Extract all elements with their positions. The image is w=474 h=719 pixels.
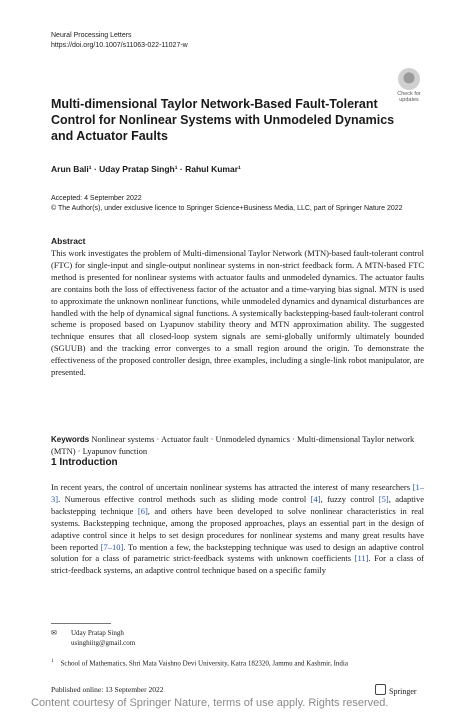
accepted-date: Accepted: 4 September 2022: [51, 195, 142, 202]
citation-link[interactable]: [4]: [310, 493, 321, 504]
check-for-updates-button[interactable]: [392, 68, 426, 103]
keywords: [51, 434, 424, 458]
doi-link[interactable]: https://doi.org/10.1007/s11063-022-11027-w: [51, 42, 188, 49]
citation-link[interactable]: [1–3]: [51, 482, 424, 504]
intro-text-5: , and others have been developed to solve nonlinear characteristics in real systems. Backstepping technique, among the proposed approaches, plays an essential part in the design of adaptive control since it helps to set design procedures for nonlinear systems and many great results have been reported: [51, 505, 424, 552]
affiliation-text: School of Mathematics, Shri Mata Vaishno Devi University, Katra 182320, Jammu and Kashmir, India: [60, 659, 348, 668]
envelope-icon: ✉: [51, 629, 57, 637]
intro-text-3: , fuzzy control: [320, 493, 379, 504]
corresponding-name: Uday Pratap Singh: [71, 629, 124, 637]
courtesy-watermark: Content courtesy of Springer Nature, terms of use apply. Rights reserved.: [31, 697, 389, 709]
springer-horse-icon: [375, 684, 386, 695]
intro-text-4: , adaptive backstepping technique: [51, 493, 424, 516]
intro-text-6: . To mention a few, the backstepping technique was used to design an adaptive control solution for a class of parametric strict-feedback systems with unknown coefficients: [51, 541, 424, 564]
corresponding-email[interactable]: usinghiitg@gmail.com: [71, 639, 136, 647]
keywords-label: Keywords: [51, 435, 90, 444]
check-updates-icon: [398, 68, 420, 90]
abstract-heading: Abstract: [51, 236, 86, 246]
dates-block: [51, 194, 431, 214]
citation-link[interactable]: [6]: [137, 505, 148, 516]
publisher-name: Springer: [389, 687, 417, 696]
author-list: Arun Bali¹ · Uday Pratap Singh¹ · Rahul Kumar¹: [51, 164, 241, 174]
corresponding-author: [51, 628, 135, 648]
citation-link[interactable]: [11]: [354, 553, 369, 564]
introduction-paragraph: [51, 482, 424, 577]
intro-text-2: . Numerous effective control methods such as sliding mode control: [58, 493, 311, 504]
intro-text-1: In recent years, the control of uncertain nonlinear systems has attracted the interest of many researchers: [51, 482, 413, 492]
journal-name: Neural Processing Letters: [51, 32, 132, 39]
intro-text-7: . For a class of strict-feedback systems, an adaptive control technique based on a specific family: [51, 553, 424, 576]
keywords-text: Nonlinear systems · Actuator fault · Unmodeled dynamics · Multi-dimensional Taylor network (MTN) · Lyapunov function: [51, 434, 415, 456]
publisher-logo: [375, 684, 417, 696]
affiliation-footnote: [51, 657, 348, 668]
copyright-line: © The Author(s), under exclusive licence to Springer Science+Business Media, LLC, part of Springer Nature 2022: [51, 205, 403, 212]
check-updates-label: Check for updates: [397, 91, 421, 103]
affiliation-number: 1: [51, 659, 54, 664]
published-date: Published online: 13 September 2022: [51, 685, 164, 694]
abstract-text: This work investigates the problem of Multi-dimensional Taylor Network (MTN)-based fault-tolerant control (FTC) for single-input and single-output nonlinear systems in non-strict feedback form. A MTN-based FTC method is presented for nonlinear systems with actuator faults and unmodeled dynamics. The actuator faults are contains both the loss of effectiveness factor of the actuator and a time-varying bias signal. MTN is used to approximate the unknown nonlinear functions, while unmodeled dynamics and dynamical disturbances are handled with the help of dynamical signal functions. A systemically backstepping-based fault-tolerant control scheme is proposed based on Lyapunov stability theory and MTN approximation ability. The suggested technique ensures that all closed-loop system signals are semi-globally uniformly ultimately bounded (SGUUB) and the tracking error converges to a small region around the origin. To demonstrate the effectiveness of the proposed controller design, three examples, including a single-link robot manipulator, are presented.: [51, 248, 424, 378]
footnote-divider: [51, 623, 111, 624]
citation-link[interactable]: [5]: [378, 493, 389, 504]
journal-header: [51, 31, 188, 51]
section-heading-introduction: 1 Introduction: [51, 457, 118, 468]
paper-title: Multi-dimensional Taylor Network-Based Fault-Tolerant Control for Nonlinear Systems with Unmodeled Dynamics and Actuator Faults: [51, 97, 395, 143]
citation-link[interactable]: [7–10]: [100, 541, 124, 552]
